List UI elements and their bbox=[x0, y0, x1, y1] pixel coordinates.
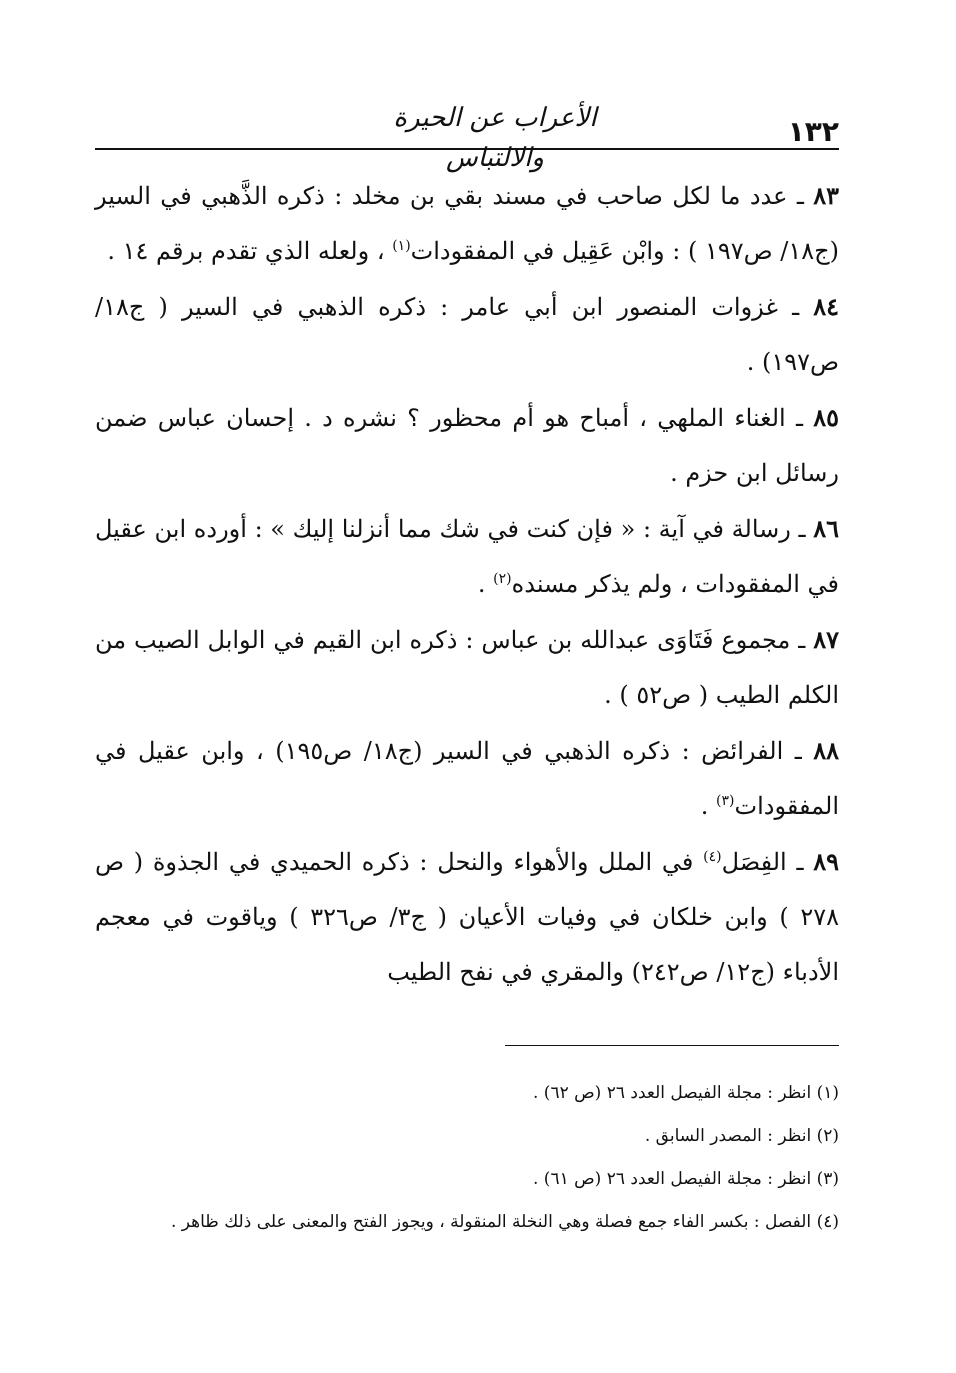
footnote-ref[interactable]: (١) bbox=[392, 238, 411, 254]
entry-number: ٨٦ bbox=[813, 514, 839, 543]
entry-text-cont: ، ولعله الذي تقدم برقم ١٤ . bbox=[107, 237, 393, 265]
entry-text-cont: . bbox=[477, 570, 494, 598]
entry-number: ٨٤ bbox=[813, 292, 839, 321]
page-number: ١٣٢ bbox=[787, 115, 839, 148]
header-rule bbox=[95, 148, 839, 150]
footnote-4 bbox=[95, 1201, 839, 1244]
footnote-1 bbox=[95, 1072, 839, 1115]
entry-text-cont: في الملل والأهواء والنحل : ذكره الحميدي في الجذوة ( ص ٢٧٨ ) وابن خلكان في وفيات الأعيان ( ج٣/ ص٣٢٦ ) وياقوت في معجم الأدباء (ج١٢/ ص٢٤٢) والمقري في نفح الطيب bbox=[95, 848, 839, 986]
entry-text: عدد ما لكل صاحب في مسند بقي بن مخلد : ذكره الذَّهبي في السير (ج١٨/ ص١٩٧ ) : وابْن عَقِيل في المفقودات bbox=[95, 182, 839, 265]
footnote-ref[interactable]: (٤) bbox=[703, 849, 722, 865]
entry-83: ٨٣ ـ عدد ما لكل صاحب في مسند بقي بن مخلد : ذكره الذَّهبي في السير (ج١٨/ ص١٩٧ ) : وابْن عَقِيل في المفقودات$^{(١)}$ ، ولعله الذي تقدم برقم ١٤ . bbox=[95, 181, 839, 265]
entry-number: ٨٧ bbox=[813, 625, 839, 654]
entry-text: مجموع فَتَاوَى عبدالله بن عباس : ذكره ابن القيم في الوابل الصيب من الكلم الطيب ( ص٥٢ ) . bbox=[95, 626, 839, 709]
footnote-text: انظر : مجلة الفيصل العدد ٢٦ (ص ٦٢) . bbox=[532, 1083, 812, 1103]
entry-number: ٨٣ bbox=[813, 181, 839, 210]
footnote-ref[interactable]: (٢) bbox=[493, 571, 512, 587]
footnote-marker: (٣) bbox=[816, 1169, 839, 1189]
running-title: الأعراب عن الحيرة والالتباس bbox=[393, 103, 597, 173]
entry-87: ٨٧ ـ مجموع فَتَاوَى عبدالله بن عباس : ذكره ابن القيم في الوابل الصيب من الكلم الطيب ( ص٥٢ ) . bbox=[95, 625, 839, 709]
footnote-separator bbox=[505, 1045, 839, 1046]
footnote-text: انظر : المصدر السابق . bbox=[644, 1126, 812, 1146]
page-header bbox=[95, 86, 839, 173]
entry-number: ٨٥ bbox=[813, 403, 839, 432]
footnote-ref[interactable]: (٣) bbox=[716, 793, 735, 809]
entry-number: ٨٨ bbox=[813, 736, 840, 765]
entry-text-cont: . bbox=[700, 792, 717, 820]
main-text bbox=[95, 168, 839, 1000]
footnote-text: انظر : مجلة الفيصل العدد ٢٦ (ص ٦١) . bbox=[532, 1169, 812, 1189]
entry-text: الفرائض : ذكره الذهبي في السير (ج١٨/ ص١٩٥) ، وابن عقيل في المفقودات bbox=[95, 737, 839, 820]
entry-number: ٨٩ bbox=[813, 847, 839, 876]
entry-text: الفِصَل bbox=[721, 848, 787, 876]
footnotes bbox=[95, 1072, 839, 1244]
entry-88: ٨٨ ـ الفرائض : ذكره الذهبي في السير (ج١٨/ ص١٩٥) ، وابن عقيل في المفقودات$^{(٣)}$ . bbox=[95, 736, 840, 820]
footnote-2 bbox=[95, 1115, 839, 1158]
footnote-marker: (١) bbox=[816, 1083, 839, 1103]
entry-text: غزوات المنصور ابن أبي عامر : ذكره الذهبي في السير ( ج١٨/ ص١٩٧) . bbox=[95, 293, 839, 376]
entry-84: ٨٤ ـ غزوات المنصور ابن أبي عامر : ذكره الذهبي في السير ( ج١٨/ ص١٩٧) . bbox=[95, 292, 839, 376]
entry-89: ٨٩ ـ الفِصَل$^{(٤)}$ في الملل والأهواء والنحل : ذكره الحميدي في الجذوة ( ص ٢٧٨ ) وابن خلكان في وفيات الأعيان ( ج٣/ ص٣٢٦ ) وياقوت في معجم الأدباء (ج١٢/ ص٢٤٢) والمقري في نفح الطيب bbox=[95, 847, 839, 986]
footnote-3 bbox=[95, 1158, 839, 1201]
footnote-marker: (٢) bbox=[816, 1126, 839, 1146]
footnote-text: الفصل : بكسر الفاء جمع فصلة وهي النخلة المنقولة ، ويجوز الفتح والمعنى على ذلك ظاهر . bbox=[170, 1212, 812, 1232]
entry-text: رسالة في آية : « فإن كنت في شك مما أنزلنا إليك » : أورده ابن عقيل في المفقودات ، ولم يذكر مسنده bbox=[95, 515, 839, 598]
entry-text: الغناء الملهي ، أمباح هو أم محظور ؟ نشره د . إحسان عباس ضمن رسائل ابن حزم . bbox=[95, 404, 839, 487]
entry-85: ٨٥ ـ الغناء الملهي ، أمباح هو أم محظور ؟ نشره د . إحسان عباس ضمن رسائل ابن حزم . bbox=[95, 403, 839, 487]
footnote-marker: (٤) bbox=[816, 1212, 839, 1232]
entry-86: ٨٦ ـ رسالة في آية : « فإن كنت في شك مما أنزلنا إليك » : أورده ابن عقيل في المفقودات ، ولم يذكر مسنده$^{(٢)}$ . bbox=[95, 514, 839, 598]
